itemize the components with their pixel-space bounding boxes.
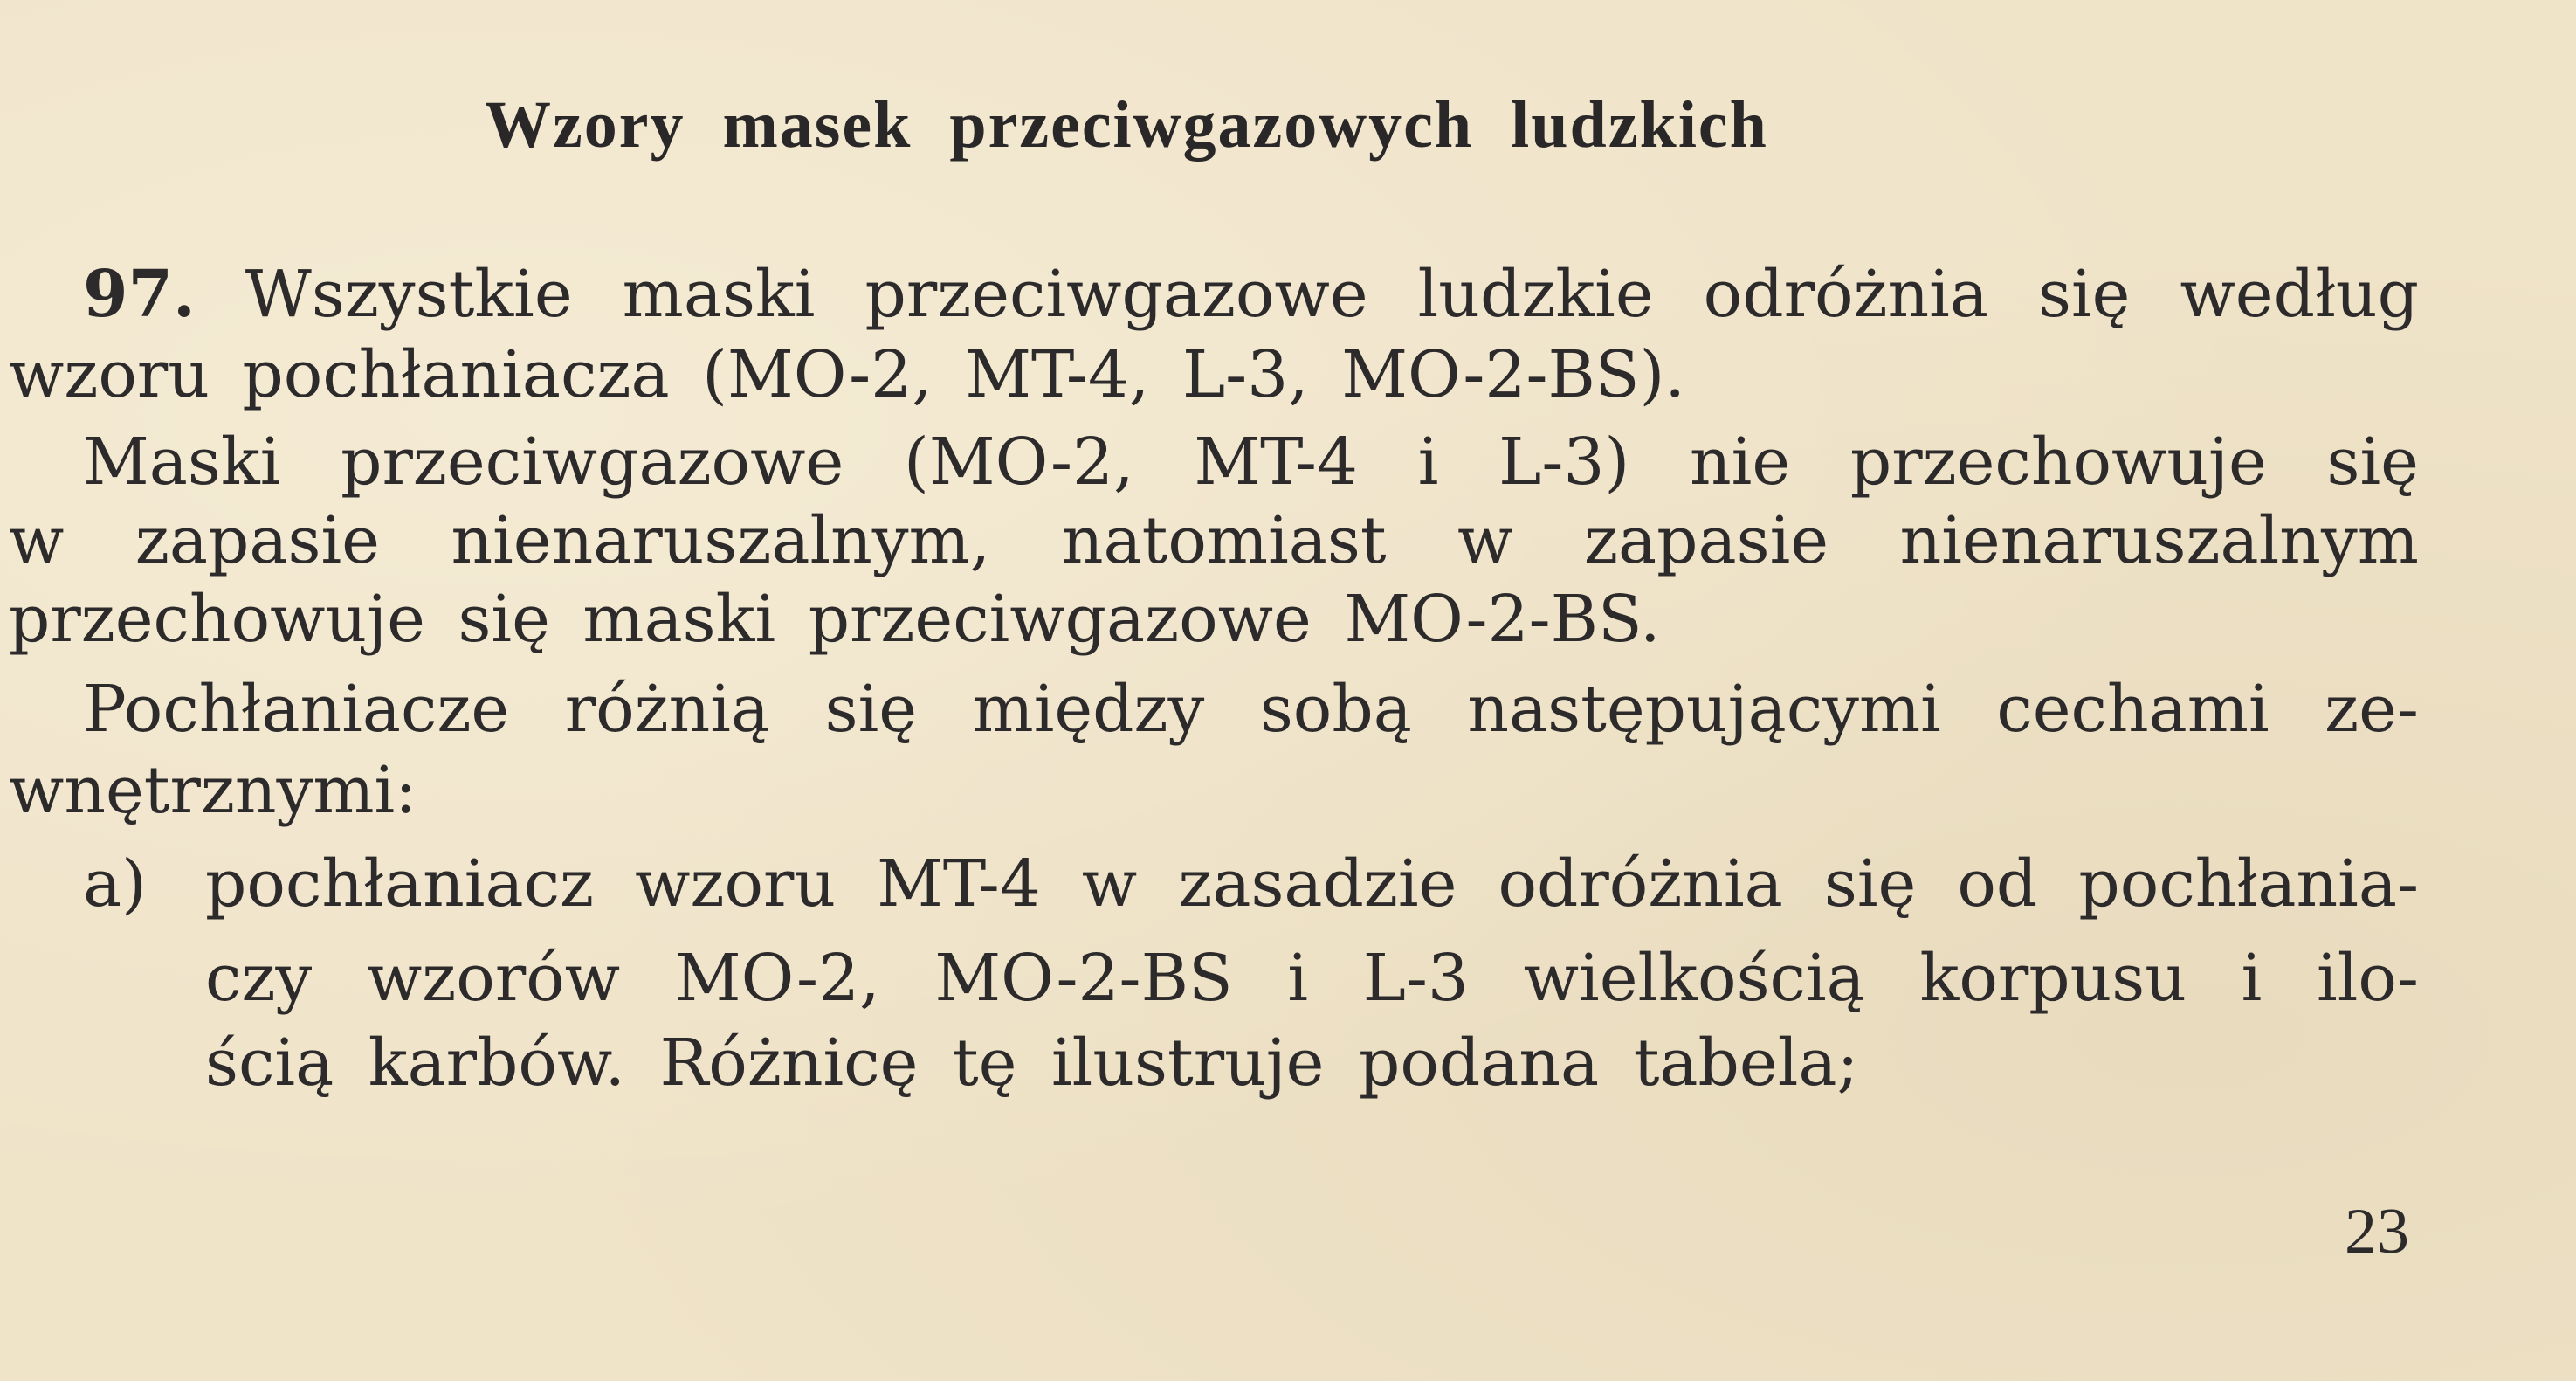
list-item-a-line-2	[205, 941, 2419, 1016]
word: ilo-	[2317, 941, 2419, 1016]
features-paragraph-line-1	[83, 672, 2419, 747]
word: L-3)	[1498, 425, 1630, 500]
word: ze-	[2325, 672, 2419, 747]
word: MT-4	[1194, 425, 1359, 500]
list-marker: a)	[83, 846, 147, 922]
word: różnią	[564, 672, 770, 747]
word: zasadzie	[1178, 846, 1457, 922]
word: Maski	[83, 425, 281, 500]
word: zapasie	[134, 503, 380, 578]
word: odróżnia	[1703, 257, 1988, 332]
paragraph-number: 97.	[83, 257, 196, 332]
word: pochłania-	[2078, 846, 2419, 922]
storage-paragraph-line-3: przechowuje się maski przeciwgazowe MO-2-BS.	[9, 582, 1661, 657]
word: (MO-2,	[903, 425, 1134, 500]
word: Wszystkie	[245, 257, 573, 332]
word: między	[972, 672, 1205, 747]
word: korpusu	[1919, 941, 2187, 1016]
word: i	[1417, 425, 1439, 500]
word: się	[824, 672, 918, 747]
word: wzoru	[635, 846, 837, 922]
word: przeciwgazowe	[341, 425, 844, 500]
word: MO-2,	[674, 941, 880, 1016]
paragraph-97-line-2: wzoru pochłaniacza (MO-2, MT-4, L-3, MO-2-BS).	[9, 337, 1685, 412]
word: natomiast	[1061, 503, 1387, 578]
word: czy	[205, 941, 313, 1016]
word: sobą	[1259, 672, 1412, 747]
word: następującymi	[1467, 672, 1941, 747]
storage-paragraph-line-2	[9, 503, 2419, 578]
word: ludzkie	[1417, 257, 1654, 332]
word: od	[1957, 846, 2038, 922]
word: maski	[622, 257, 816, 332]
word: nie	[1690, 425, 1791, 500]
word: i	[1287, 941, 1309, 1016]
word: się	[2037, 257, 2131, 332]
word: się	[2326, 425, 2419, 500]
word: według	[2180, 257, 2419, 332]
paragraph-97-line-1	[83, 257, 2419, 332]
list-item-a-line-3: ścią karbów. Różnicę tę ilustruje podana tabela;	[205, 1025, 1859, 1101]
word: wielkością	[1523, 941, 1865, 1016]
word: Pochłaniacze	[83, 672, 510, 747]
word: cechami	[1996, 672, 2269, 747]
word: w	[9, 503, 65, 578]
page-number: 23	[2345, 1196, 2409, 1267]
word: się	[1823, 846, 1917, 922]
word: przechowuje	[1849, 425, 2267, 500]
word: przeciwgazowe	[864, 257, 1368, 332]
features-paragraph-line-2: wnętrznymi:	[9, 753, 417, 828]
word: MT-4	[877, 846, 1041, 922]
word: odróżnia	[1498, 846, 1783, 922]
word: nienaruszalnym,	[451, 503, 991, 578]
word: zapasie	[1584, 503, 1829, 578]
storage-paragraph-line-1	[83, 425, 2419, 500]
word: L-3	[1362, 941, 1469, 1016]
section-heading: Wzory masek przeciwgazowych ludzkich	[485, 88, 1768, 162]
word: MO-2-BS	[934, 941, 1233, 1016]
word: i	[2241, 941, 2263, 1016]
word: wzorów	[366, 941, 621, 1016]
word: pochłaniacz	[205, 846, 595, 922]
word: w	[1457, 503, 1513, 578]
word: w	[1081, 846, 1138, 922]
word: nienaruszalnym	[1899, 503, 2419, 578]
list-item-a-line-1	[205, 846, 2419, 922]
